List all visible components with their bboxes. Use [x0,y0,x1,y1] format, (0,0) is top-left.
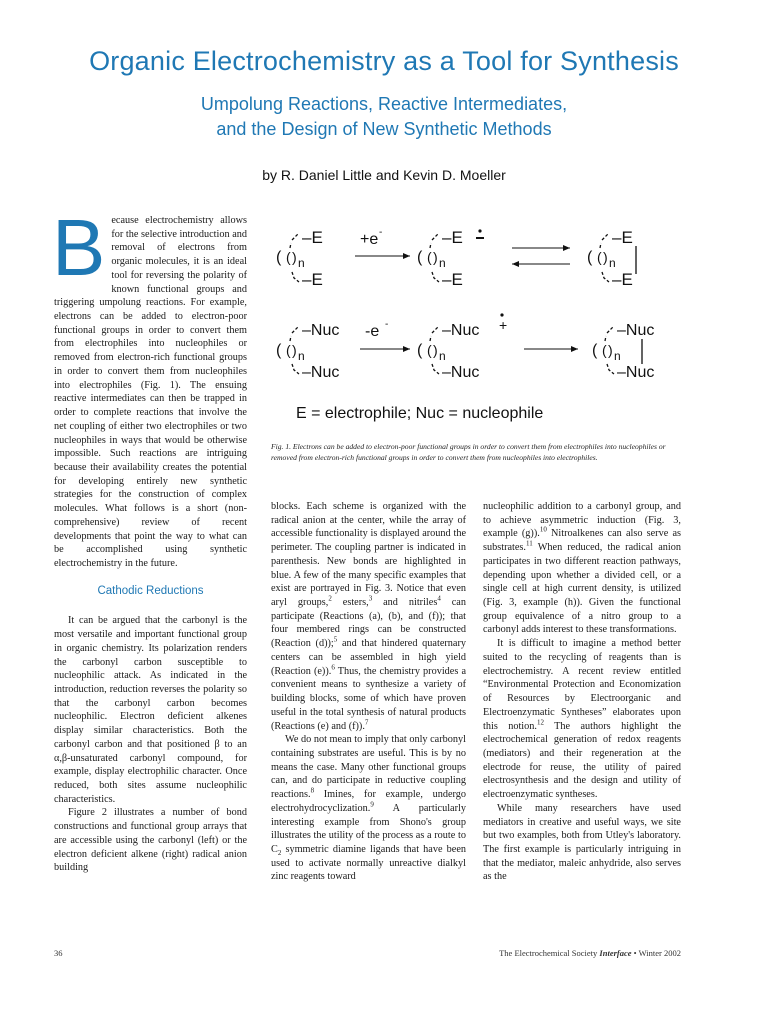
svg-text:): ) [608,342,613,358]
article-title: Organic Electrochemistry as a Tool for Synthesis [89,46,679,76]
molecule-dielectrophile [276,228,323,289]
svg-text:(: ( [276,342,282,359]
svg-text:-: - [385,319,389,330]
svg-text:n: n [298,349,305,363]
molecule-cyclized-product [587,228,636,289]
scheme-row-2 [276,313,654,381]
svg-text:): ) [433,249,438,265]
svg-text:(: ( [427,249,432,265]
body-paragraph: While many researchers have used mediators in creative and useful ways, we site but two examples, both from Utley's laboratory. The first example is particularly intriguing in that the mediator, maleic anhydride, also serves as the [483,802,681,883]
svg-text:): ) [433,342,438,358]
svg-text:(: ( [286,249,291,265]
electrophile-label-top: –E [302,228,323,247]
svg-text:(: ( [417,249,423,266]
page-number: 36 [54,948,63,958]
svg-text:(: ( [587,249,593,266]
body-paragraph: Figure 2 illustrates a number of bond constructions and functional group arrays that are accessible using the carbonyl (left) or the electron deficient alkene (right) radical anion building [54,807,247,874]
body-paragraph: nucleophilic addition to a carbonyl group, and to achieve asymmetric induction (Fig. 3, example (g)).$^{10}$ Nitroalkenes can also serve as substrates.$^{11}$ When reduced, the radical anion participates in two different reaction pathways, depending upon whether a divided cell, or a single cell at high current density, is utilized (Fig. 3, example (h)). Given the functional group equivalence of a nitro group to a carbonyl adds interest to these transformations. [483,501,681,636]
molecule-radical-cation [417,313,507,381]
article-subtitle-line2: and the Design of New Synthetic Methods [216,119,552,139]
scheme-row-1 [276,227,636,289]
svg-text:–Nuc: –Nuc [617,322,655,339]
svg-text:(: ( [597,249,602,265]
column-3 [483,500,681,884]
svg-text:n: n [439,256,446,270]
svg-text:–E: –E [442,228,463,247]
svg-text:(: ( [427,342,432,358]
svg-text:–E: –E [612,228,633,247]
svg-text:+: + [499,317,508,333]
svg-text:n: n [609,256,616,270]
svg-text:n: n [614,349,621,363]
body-paragraph: We do not mean to imply that only carbonyl containing substrates are useful. This is by no means the case. Many other functional groups can, and do participate in reductive coupling reactions.$^8$ Imines, for example, undergo electrohydrocyclization.$^9$ A particularly interesting example from Shono's group illustrates the utility of the process as a route to $C_2$ symmetric diamine ligands that have been used to activate normally unreactive dialkyl zinc reagents toward [271,734,466,883]
figure-1-scheme [262,212,682,432]
journal-footer: The Electrochemical Society Interface • Winter 2002 [499,948,681,958]
svg-text:–E: –E [442,270,463,289]
body-paragraph: It can be argued that the carbonyl is the most versatile and important functional group in organic chemistry. Its polarization renders the carbonyl carbon susceptible to nucleophilic attack. As indicated in the introduction, reduction reverses the polarity so that the carbonyl carbon becomes nucleophilic. Electron deficient alkenes display similar characteristics. Both the carbonyl carbon and that positioned β to an α,β-unsaturated carbonyl compound, for example, display electrophilic character. Once reduced, both sites assume nucleophilic characteristics. [54,615,247,805]
column-2 [271,500,466,884]
figure-caption: Fig. 1. Electrons can be added to electron-poor functional groups in order to convert them from electrophiles into nucleophiles or removed from electron-rich functional groups in order to convert them from nucleophiles into electrophiles. [271,442,666,463]
svg-text:(: ( [592,342,598,359]
svg-text:-: - [379,227,383,238]
drop-cap: B [52,203,106,292]
reagent-remove-electron: -e [365,323,380,340]
svg-text:–Nuc: –Nuc [617,364,655,381]
article-subtitle-line1: Umpolung Reactions, Reactive Intermediates, [200,94,568,114]
svg-text:(: ( [417,342,423,359]
svg-text:): ) [292,342,297,358]
svg-text:(: ( [286,342,291,358]
nucleophile-label-bottom: –Nuc [302,364,340,381]
svg-text:–E: –E [612,270,633,289]
ring-size-n: n [298,256,305,270]
svg-text:–Nuc: –Nuc [442,364,480,381]
intro-text: ecause electrochemistry allows for the selective introduction and removal of electrons from organic molecules, it is an ideal tool for reversing the polarity of known functional groups and triggering umpolung reactions. For example, electrons can be added to electron-poor functional groups in order to convert them from electrophiles into nucleophiles or removed from electron-rich functional groups in order to convert them from nucleophiles into electrophiles (Fig. 1). The ensuing reactive intermediates can then be trapped in order to complete reactions that involve the net coupling of either two electrophiles or two nucleophiles in ways that would be otherwise impossible. Such reactions are intriguing because their availability creates the potential for developing entirely new synthetic strategies for the construction of complex molecules. What follows is a short (non-comprehensive) review of recent developments that point the way to what can be accomplished using synthetic electrochemistry in the future. [54,215,247,569]
svg-text:(: ( [276,249,282,266]
svg-text:): ) [603,249,608,265]
electrophile-label-bottom: –E [302,270,323,289]
reagent-add-electron: +e [360,231,379,248]
figure-legend: E = electrophile; Nuc = nucleophile [296,405,544,422]
svg-text:): ) [292,249,297,265]
section-heading: Cathodic Reductions [97,584,204,597]
molecule-dinucleophile [276,322,339,381]
nucleophile-label-top: –Nuc [302,322,340,339]
svg-text:–Nuc: –Nuc [442,322,480,339]
intro-paragraph [52,203,247,571]
column-1 [52,203,247,875]
svg-text:(: ( [602,342,607,358]
body-paragraph: blocks. Each scheme is organized with the radical anion at the center, while the array of accessible functionality is displayed around the perimeter. The coupling partner is indicated in parenthesis. New bonds are highlighted in blue. A few of the many specific examples that exist are portrayed in Fig. 3. Notice that even aryl groups,$^2$ esters,$^3$ and nitriles$^4$ can participate (Reactions (a), (b), and (f)); that four membered rings can be constructed (Reaction (d));$^5$ and that hindered quaternary centers can be assembled in high yield (Reaction (e)).$^6$ Thus, the chemistry provides a convenient means to synthesize a variety of building blocks, some of which have proven useful in the total synthesis of natural products (Reactions (e) and (f)).$^7$ [271,501,467,732]
article-authors: by R. Daniel Little and Kevin D. Moeller [262,167,506,183]
molecule-radical-anion [417,228,484,289]
molecule-coupled-product [592,322,654,381]
body-paragraph: It is difficult to imagine a method better suited to the recycling of reagents than is electrochemistry. A recent review entitled “Environmental Protection and Economization of Resources by Electroorganic and Electroenzymatic Syntheses” elaborates upon this notion.$^{12}$ The authors highlight the electrochemical generation of redox reagents (mediators) and their regeneration at the electrode for reuse, the utility of paired electrosynthesis and the design and utility of electroenzymatic syntheses. [483,638,681,801]
svg-text:n: n [439,349,446,363]
